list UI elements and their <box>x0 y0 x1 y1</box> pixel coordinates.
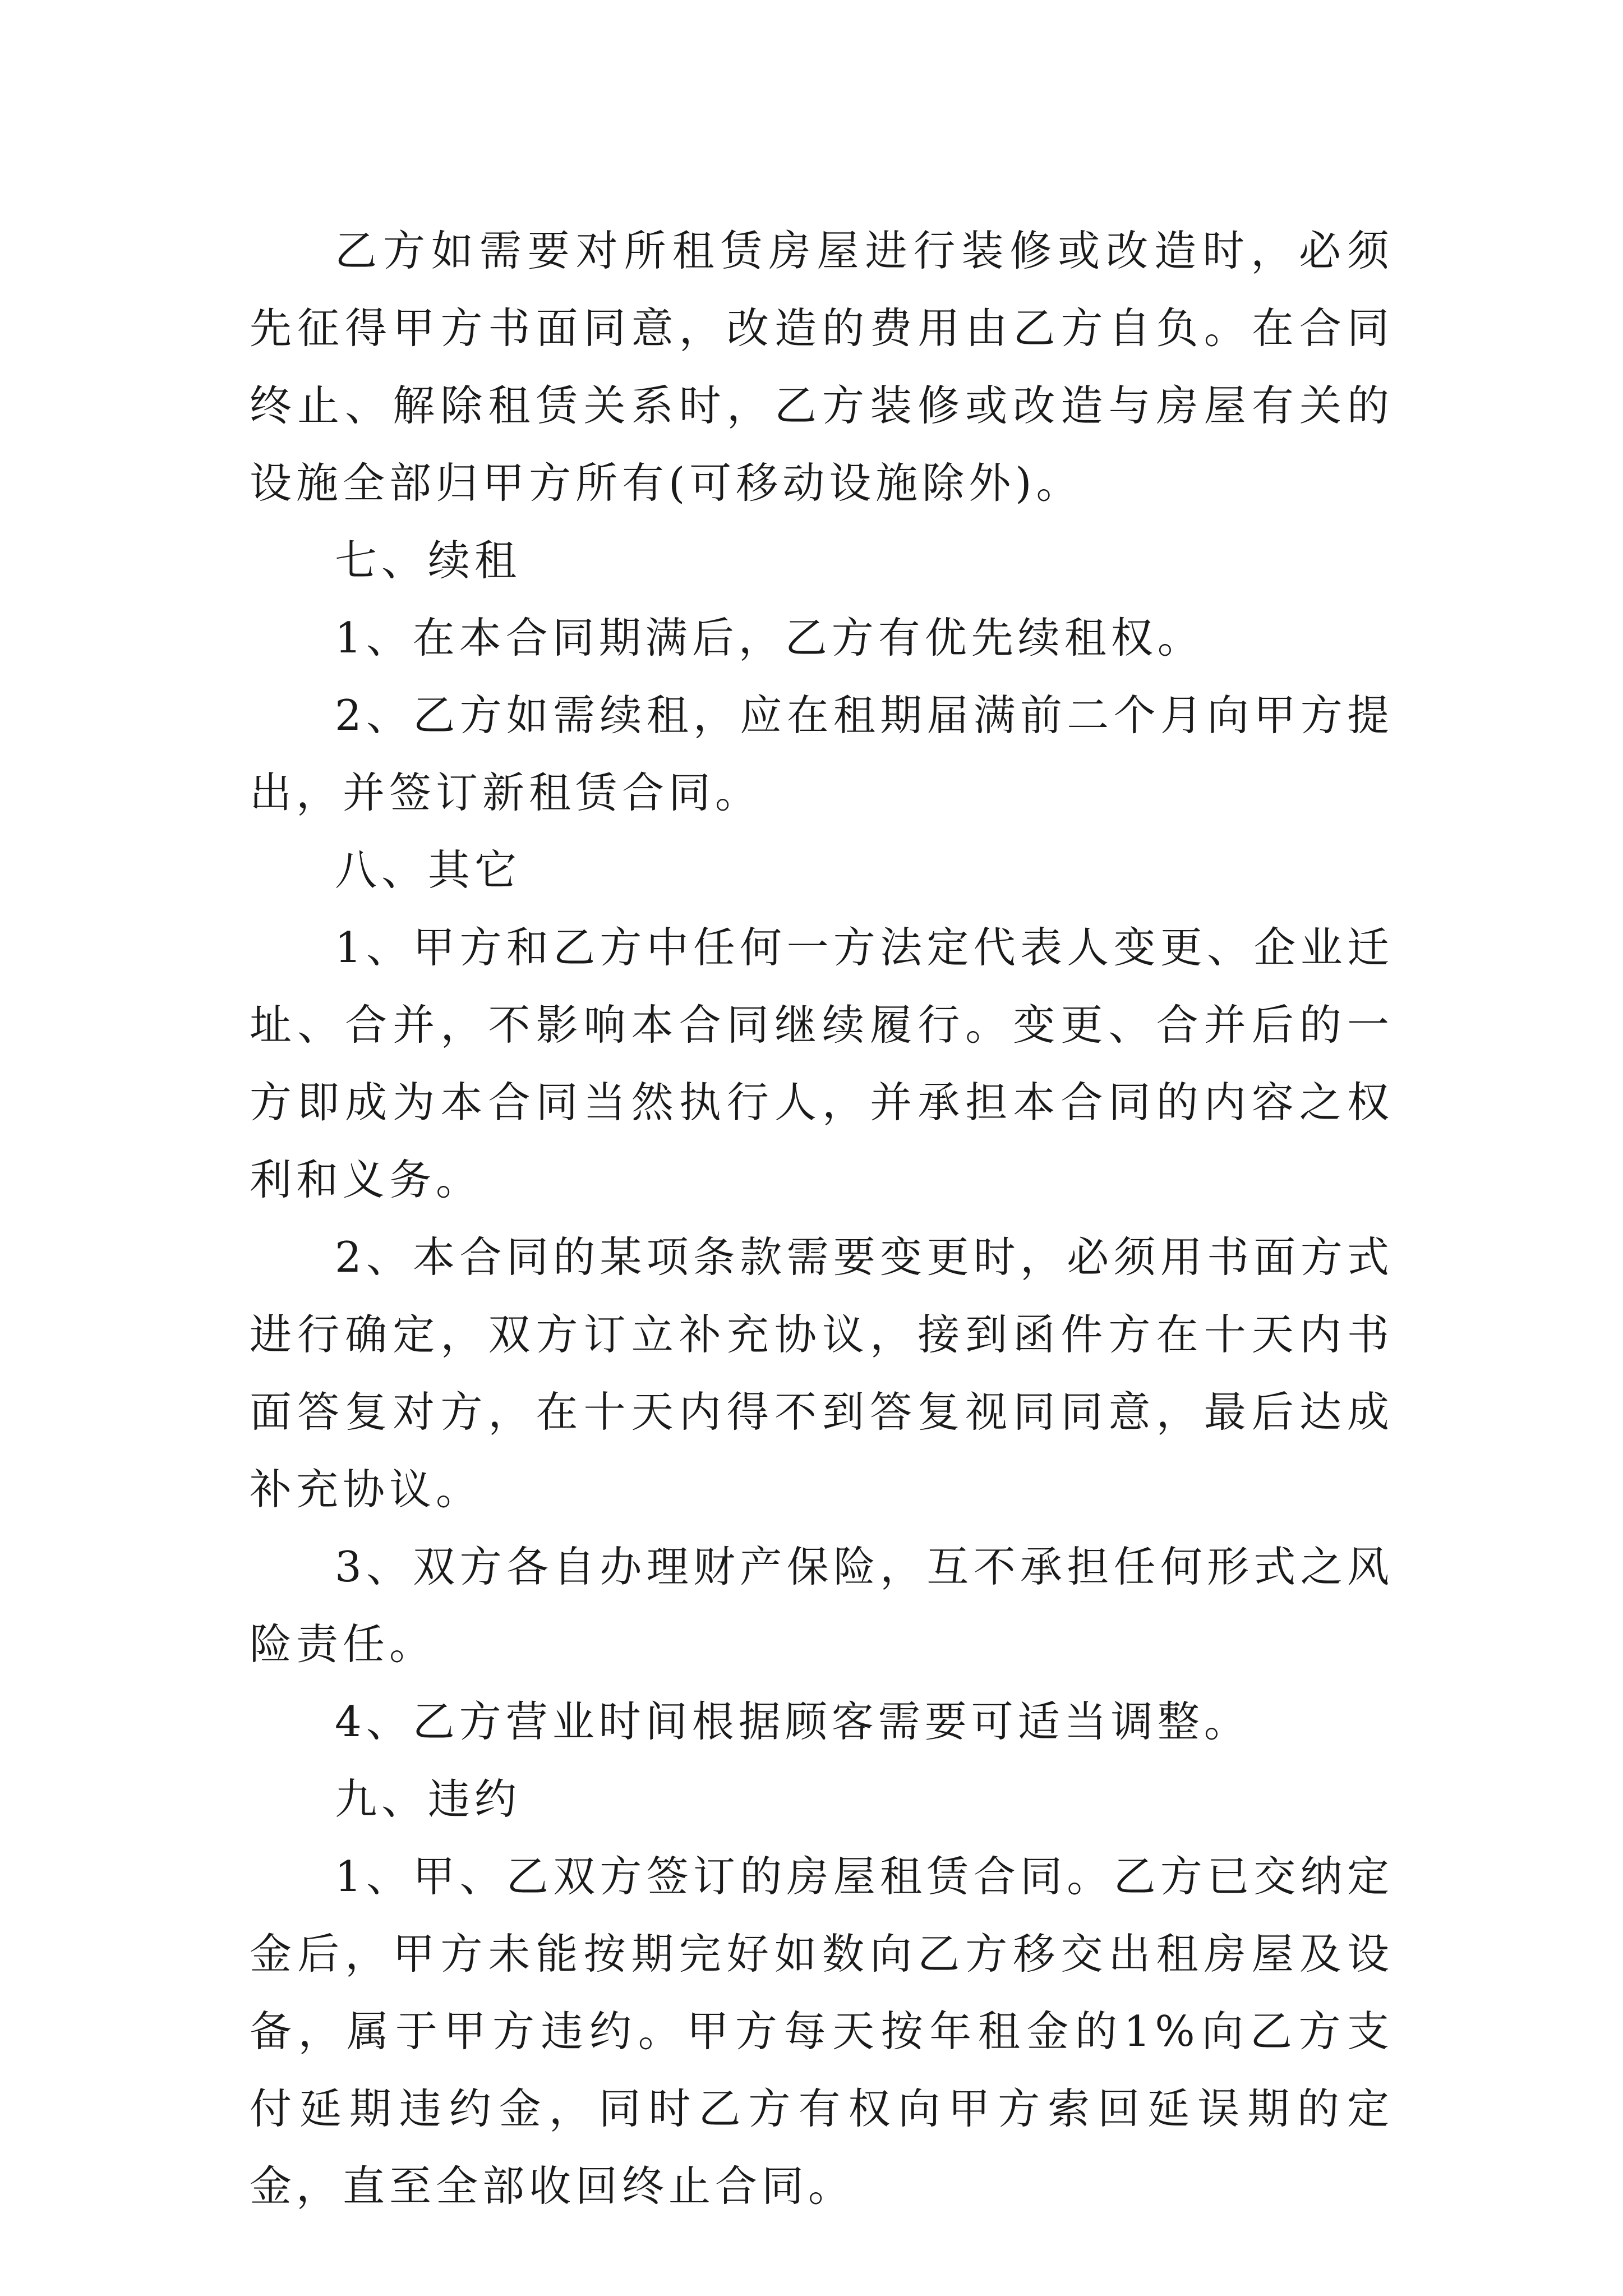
paragraph-renewal-1: 1、在本合同期满后，乙方有优先续租权。 <box>335 613 1204 662</box>
section-heading-breach: 九、违约 <box>335 1774 522 1824</box>
section-heading-renewal: 七、续租 <box>335 536 522 585</box>
paragraph-other-1: 1、甲方和乙方中任何一方法定代表人变更、企业迁址、合并，不影响本合同继续履行。变更、合并后的一方即成为本合同当然执行人，并承担本合同的内容之权利和义务。 <box>250 923 1394 1204</box>
paragraph-other-2: 2、本合同的某项条款需要变更时，必须用书面方式进行确定，双方订立补充协议，接到函件方在十天内书面答复对方，在十天内得不到答复视同同意，最后达成补充协议。 <box>250 1232 1394 1514</box>
paragraph-renovation: 乙方如需要对所租赁房屋进行装修或改造时，必须先征得甲方书面同意，改造的费用由乙方自负。在合同终止、解除租赁关系时，乙方装修或改造与房屋有关的设施全部归甲方所有(可移动设施除外)。 <box>250 226 1394 508</box>
document-body <box>250 212 1394 2225</box>
paragraph-other-4: 4、乙方营业时间根据顾客需要可适当调整。 <box>335 1697 1251 1746</box>
section-heading-other: 八、其它 <box>335 845 522 895</box>
paragraph-other-3: 3、双方各自办理财产保险，互不承担任何形式之风险责任。 <box>250 1542 1394 1669</box>
paragraph-breach-1: 1、甲、乙双方签订的房屋租赁合同。乙方已交纳定金后，甲方未能按期完好如数向乙方移交出租房屋及设备，属于甲方违约。甲方每天按年租金的1%向乙方支付延期违约金，同时乙方有权向甲方索回延误期的定金，直至全部收回终止合同。 <box>250 1852 1394 2211</box>
paragraph-renewal-2: 2、乙方如需续租，应在租期届满前二个月向甲方提出，并签订新租赁合同。 <box>250 691 1394 817</box>
